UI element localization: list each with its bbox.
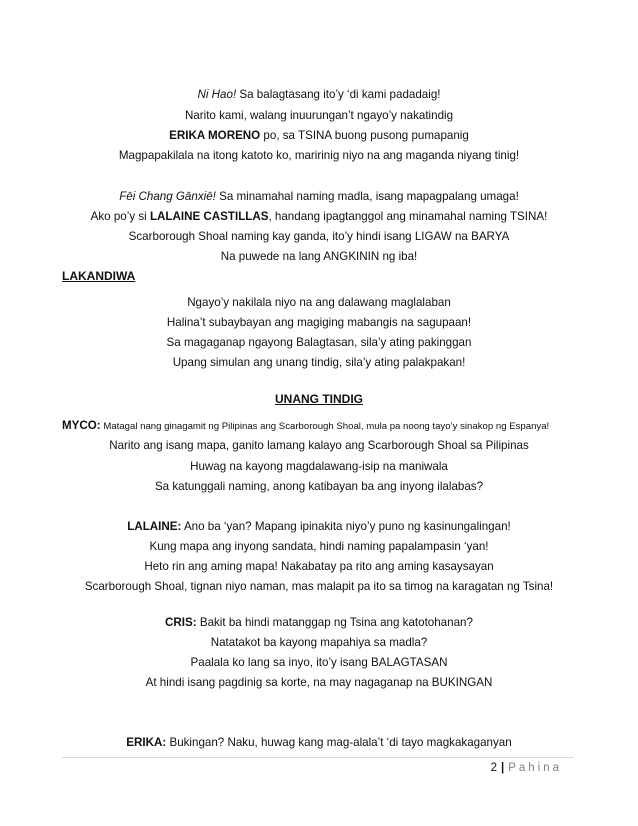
lalaine-line-4: Scarborough Shoal, tignan niyo naman, mas malapit pa ito sa timog na karagatan ng Tsina!: [84, 580, 554, 593]
name-erika-moreno: ERIKA MORENO: [169, 129, 261, 142]
verse1-line-3: [0, 128, 638, 143]
unang-tindig-heading: UNANG TINDIG: [275, 392, 363, 406]
verse-text: Ako po’y si: [90, 210, 150, 223]
verse1-line-2: Narito kami, walang inuurungan’t ngayo’y nakatindig: [184, 109, 454, 122]
verse3-line-4: Upang simulan ang unang tindig, sila’y ating palakpakan!: [172, 356, 466, 369]
lakandiwa-heading: LAKANDIWA: [62, 269, 136, 283]
cris-line-3: Paalala ko lang sa inyo, ito’y isang BALAGTASAN: [190, 656, 448, 669]
myco-line-1: [62, 418, 582, 434]
verse-text: Sa minamahal naming madla, isang mapagpalang umaga!: [215, 190, 519, 203]
speaker-erika: ERIKA:: [126, 736, 167, 749]
verse2-line-2: [0, 209, 638, 224]
verse3-line-1: Ngayo’y nakilala niyo na ang dalawang maglalaban: [187, 296, 451, 309]
verse-text: Sa balagtasang ito’y ‘di kami padadaig!: [236, 88, 441, 101]
verse2-line-1: [0, 189, 638, 204]
verse-text: Ano ba ‘yan? Mapang ipinakita niyo’y puno ng kasinungalingan!: [181, 520, 511, 533]
verse2-line-3: Scarborough Shoal naming kay ganda, ito’y hindi isang LIGAW na BARYA: [128, 230, 510, 243]
lalaine-line-1: [0, 519, 638, 534]
cris-line-4: At hindi isang pagdinig sa korte, na may nagaganap na BUKINGAN: [145, 676, 493, 689]
name-lalaine-castillas: LALAINE CASTILLAS: [149, 210, 269, 223]
greeting-fei-chang-ganxie: Fēi Chang Gānxiē!: [119, 190, 216, 203]
verse2-line-4: Na puwede na lang ANGKININ ng iba!: [220, 250, 418, 263]
footer-separator: |: [500, 762, 505, 774]
verse-text: po, sa TSINA buong pusong pumapanig: [260, 129, 469, 142]
cris-line-2: Natatakot ba kayong mapahiya sa madla?: [210, 636, 428, 649]
verse-text: , handang ipagtanggol ang minamahal naming TSINA!: [268, 210, 548, 223]
myco-line-2: Narito ang isang mapa, ganito lamang kalayo ang Scarborough Shoal sa Pilipinas: [109, 439, 529, 452]
footer-pahina-label: Pahina: [508, 762, 562, 774]
greeting-ni-hao: Ni Hao!: [197, 88, 237, 101]
speaker-myco: MYCO:: [62, 419, 101, 432]
cris-line-1: [0, 615, 638, 630]
page-footer: [491, 761, 562, 776]
verse1-line-1: [0, 87, 638, 102]
footer-divider: [62, 757, 574, 758]
speaker-cris: CRIS:: [165, 616, 197, 629]
verse-text: Bakit ba hindi matanggap ng Tsina ang katotohanan?: [196, 616, 473, 629]
verse3-line-3: Sa magaganap ngayong Balagtasan, sila’y ating pakinggan: [166, 336, 472, 349]
speaker-lalaine: LALAINE:: [127, 520, 182, 533]
page-number: 2: [490, 762, 497, 774]
verse-text: Bukingan? Naku, huwag kang mag-alala’t ‘di tayo magkakaganyan: [166, 736, 512, 749]
lalaine-line-2: Kung mapa ang inyong sandata, hindi naming papalampasin ‘yan!: [149, 540, 489, 553]
verse1-line-4: Magpapakilala na itong katoto ko, maririnig niyo na ang maganda niyang tinig!: [118, 149, 520, 162]
verse3-line-2: Halina’t subaybayan ang magiging mabangis na sagupaan!: [166, 316, 472, 329]
verse-text: Matagal nang ginagamit ng Pilipinas ang Scarborough Shoal, mula pa noong tayo’y sinakop ng Espanya!: [100, 421, 550, 432]
myco-line-4: Sa katunggali naming, anong katibayan ba ang inyong ilalabas?: [154, 480, 484, 493]
erika-line-1: [0, 735, 638, 750]
lalaine-line-3: Heto rin ang aming mapa! Nakabatay pa rito ang aming kasaysayan: [144, 560, 494, 573]
myco-line-3: Huwag na kayong magdalawang-isip na maniwala: [190, 460, 448, 473]
